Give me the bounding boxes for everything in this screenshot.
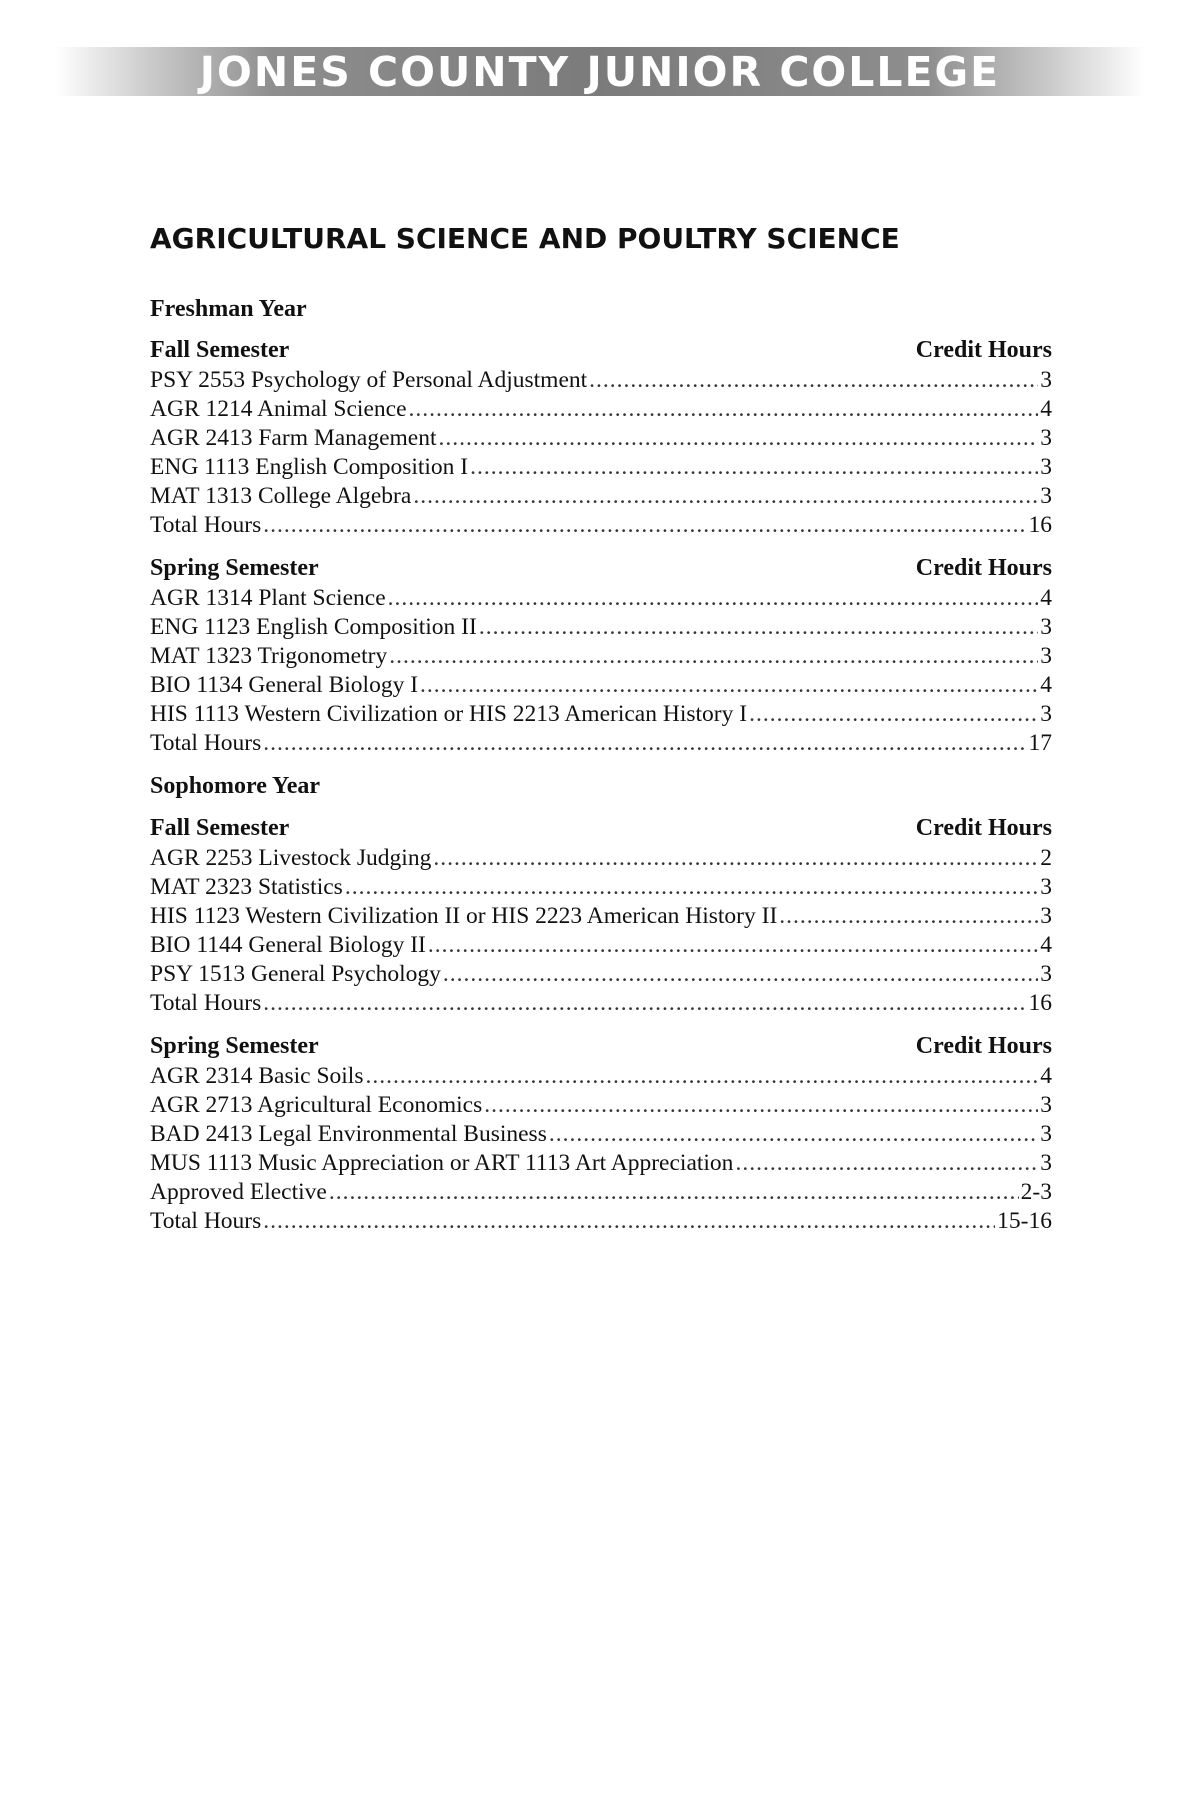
course-hours: 3 <box>1040 701 1052 727</box>
dot-leader <box>389 642 1038 671</box>
course-title: ENG 1123 English Composition II <box>150 614 477 640</box>
course-title: AGR 1214 Animal Science <box>150 396 407 422</box>
course-row <box>150 613 1052 642</box>
course-row <box>150 931 1052 960</box>
course-row <box>150 424 1052 453</box>
dot-leader <box>329 1178 1019 1207</box>
dot-leader <box>263 729 1026 758</box>
course-row <box>150 1062 1052 1091</box>
course-row <box>150 642 1052 671</box>
course-row <box>150 902 1052 931</box>
total-hours-label: Total Hours <box>150 512 262 538</box>
course-title: MAT 1323 Trigonometry <box>150 643 388 669</box>
semester-header <box>150 1033 1052 1062</box>
course-title: AGR 1314 Plant Science <box>150 585 386 611</box>
dot-leader <box>749 700 1038 729</box>
dot-leader <box>420 671 1038 700</box>
course-hours: 3 <box>1040 425 1052 451</box>
course-hours: 4 <box>1040 396 1052 422</box>
dot-leader <box>263 1207 995 1236</box>
college-name: JONES COUNTY JUNIOR COLLEGE <box>199 48 1001 96</box>
credit-hours-label: Credit Hours <box>915 1033 1052 1059</box>
course-hours: 3 <box>1040 643 1052 669</box>
credit-hours-label: Credit Hours <box>915 815 1052 841</box>
course-row <box>150 844 1052 873</box>
course-row <box>150 1120 1052 1149</box>
dot-leader <box>413 482 1038 511</box>
course-hours: 4 <box>1040 585 1052 611</box>
course-hours: 3 <box>1040 454 1052 480</box>
year-heading-sophomore: Sophomore Year <box>150 773 320 799</box>
total-hours-row <box>150 511 1052 540</box>
course-hours: 2-3 <box>1020 1179 1052 1205</box>
course-row <box>150 671 1052 700</box>
course-hours: 3 <box>1040 367 1052 393</box>
course-title: MAT 1313 College Algebra <box>150 483 412 509</box>
course-hours: 4 <box>1040 672 1052 698</box>
credit-hours-label: Credit Hours <box>915 337 1052 363</box>
course-title: AGR 2253 Livestock Judging <box>150 845 432 871</box>
course-row <box>150 1178 1052 1207</box>
total-hours-label: Total Hours <box>150 730 262 756</box>
course-hours: 3 <box>1040 961 1052 987</box>
semester-header <box>150 815 1052 844</box>
course-title: PSY 1513 General Psychology <box>150 961 441 987</box>
course-row <box>150 584 1052 613</box>
semester-name: Spring Semester <box>150 555 319 581</box>
course-row <box>150 1149 1052 1178</box>
course-row <box>150 700 1052 729</box>
course-hours: 4 <box>1040 932 1052 958</box>
course-hours: 3 <box>1040 614 1052 640</box>
semester-header <box>150 337 1052 366</box>
course-title: AGR 2413 Farm Management <box>150 425 437 451</box>
dot-leader <box>470 453 1038 482</box>
total-hours-label: Total Hours <box>150 990 262 1016</box>
course-title: BAD 2413 Legal Environmental Business <box>150 1121 547 1147</box>
course-title: PSY 2553 Psychology of Personal Adjustment <box>150 367 588 393</box>
semester-name: Spring Semester <box>150 1033 319 1059</box>
course-title: MUS 1113 Music Appreciation or ART 1113 Art Appreciation <box>150 1150 734 1176</box>
dot-leader <box>345 873 1038 902</box>
course-row <box>150 873 1052 902</box>
course-row <box>150 482 1052 511</box>
dot-leader <box>549 1120 1038 1149</box>
total-hours-value: 17 <box>1028 730 1052 756</box>
semester-header <box>150 555 1052 584</box>
total-hours-row <box>150 729 1052 758</box>
semester-name: Fall Semester <box>150 815 290 841</box>
course-title: MAT 2323 Statistics <box>150 874 343 900</box>
year-heading-freshman: Freshman Year <box>150 296 307 322</box>
course-title: ENG 1113 English Composition I <box>150 454 469 480</box>
dot-leader <box>443 960 1038 989</box>
course-title: Approved Elective <box>150 1179 327 1205</box>
course-hours: 2 <box>1040 845 1052 871</box>
course-title: AGR 2314 Basic Soils <box>150 1063 364 1089</box>
dot-leader <box>779 902 1038 931</box>
course-title: HIS 1113 Western Civilization or HIS 2213 American History I <box>150 701 748 727</box>
course-hours: 3 <box>1040 903 1052 929</box>
course-row <box>150 453 1052 482</box>
course-row <box>150 1091 1052 1120</box>
course-hours: 3 <box>1040 1092 1052 1118</box>
dot-leader <box>589 366 1038 395</box>
course-hours: 3 <box>1040 1150 1052 1176</box>
semester-name: Fall Semester <box>150 337 290 363</box>
dot-leader <box>439 424 1039 453</box>
credit-hours-label: Credit Hours <box>915 555 1052 581</box>
college-banner <box>55 47 1145 96</box>
dot-leader <box>409 395 1039 424</box>
program-title: AGRICULTURAL SCIENCE AND POULTRY SCIENCE <box>150 222 900 255</box>
course-title: AGR 2713 Agricultural Economics <box>150 1092 483 1118</box>
course-title: BIO 1134 General Biology I <box>150 672 419 698</box>
dot-leader <box>365 1062 1038 1091</box>
dot-leader <box>388 584 1039 613</box>
dot-leader <box>735 1149 1038 1178</box>
total-hours-row <box>150 1207 1052 1236</box>
course-hours: 3 <box>1040 483 1052 509</box>
course-row <box>150 366 1052 395</box>
course-title: BIO 1144 General Biology II <box>150 932 426 958</box>
dot-leader <box>263 989 1026 1018</box>
dot-leader <box>484 1091 1038 1120</box>
course-title: HIS 1123 Western Civilization II or HIS 2223 American History II <box>150 903 778 929</box>
course-row <box>150 395 1052 424</box>
dot-leader <box>433 844 1038 873</box>
dot-leader <box>263 511 1026 540</box>
course-hours: 4 <box>1040 1063 1052 1089</box>
total-hours-value: 16 <box>1028 990 1052 1016</box>
course-hours: 3 <box>1040 1121 1052 1147</box>
course-row <box>150 960 1052 989</box>
dot-leader <box>428 931 1038 960</box>
total-hours-label: Total Hours <box>150 1208 262 1234</box>
course-hours: 3 <box>1040 874 1052 900</box>
total-hours-row <box>150 989 1052 1018</box>
total-hours-value: 15-16 <box>997 1208 1052 1234</box>
total-hours-value: 16 <box>1028 512 1052 538</box>
dot-leader <box>479 613 1038 642</box>
